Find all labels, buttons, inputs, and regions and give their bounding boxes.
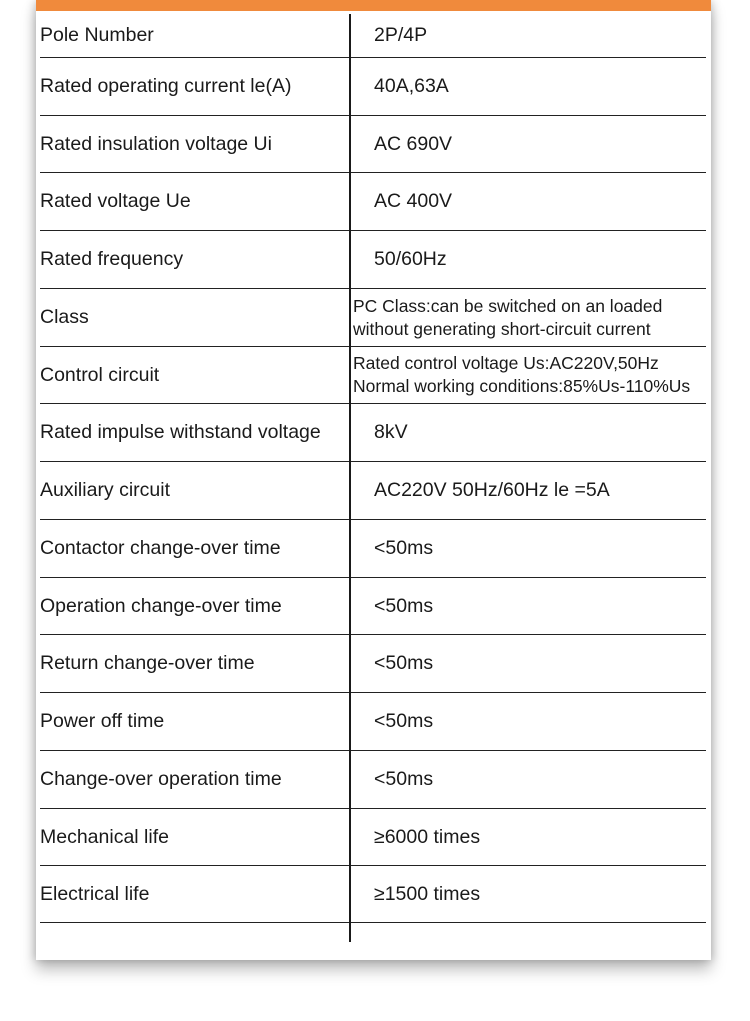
row-label: Change-over operation time	[40, 768, 282, 790]
row-value: <50ms	[374, 537, 434, 559]
row-value: AC 400V	[374, 190, 453, 212]
table-row	[40, 866, 706, 923]
row-value-line: Normal working conditions:85%Us-110%Us	[353, 376, 691, 396]
table-row	[40, 693, 706, 751]
row-value: <50ms	[374, 652, 434, 674]
row-label: Rated insulation voltage Ui	[40, 132, 272, 155]
row-label: Rated operating current le(A)	[40, 75, 292, 97]
row-value: <50ms	[374, 594, 434, 617]
table-row	[40, 116, 706, 173]
spec-table	[40, 0, 706, 944]
row-value: 8kV	[374, 421, 408, 443]
table-row	[40, 173, 706, 231]
table-row	[40, 578, 706, 635]
row-label: Operation change-over time	[40, 594, 282, 617]
row-label: Mechanical life	[40, 825, 169, 848]
row-label: Auxiliary circuit	[40, 479, 171, 501]
row-value	[353, 289, 685, 346]
table-row	[40, 462, 706, 520]
table-row	[40, 520, 706, 578]
row-value-line: Rated control voltage Us:AC220V,50Hz	[353, 353, 659, 373]
table-row	[40, 14, 706, 58]
row-value: 2P/4P	[374, 24, 428, 46]
table-row	[40, 58, 706, 116]
row-value-line: without generating short-circuit current	[353, 318, 651, 339]
table-row	[40, 404, 706, 462]
table-row	[40, 231, 706, 289]
table-row	[40, 635, 706, 693]
row-label: Contactor change-over time	[40, 537, 281, 559]
row-value: AC 690V	[374, 132, 453, 155]
row-value: <50ms	[374, 768, 434, 790]
row-label: Class	[40, 306, 89, 328]
row-value-line: PC Class:can be switched on an loaded	[353, 295, 663, 316]
spec-card	[36, 0, 711, 960]
row-label: Power off time	[40, 710, 165, 732]
column-divider	[349, 14, 351, 942]
row-value	[353, 347, 691, 403]
row-label: Electrical life	[40, 882, 150, 905]
row-value: ≥1500 times	[374, 882, 481, 905]
row-label: Pole Number	[40, 24, 154, 46]
table-row	[40, 751, 706, 809]
row-label: Rated voltage Ue	[40, 190, 191, 212]
row-value: AC220V 50Hz/60Hz le =5A	[374, 479, 610, 501]
row-value: 40A,63A	[374, 75, 449, 97]
row-value: ≥6000 times	[374, 825, 481, 848]
table-row	[40, 809, 706, 866]
table-row	[40, 289, 706, 347]
row-value: <50ms	[374, 710, 434, 732]
row-label: Return change-over time	[40, 652, 255, 674]
table-row	[40, 347, 706, 404]
row-label: Control circuit	[40, 363, 160, 386]
row-label: Rated impulse withstand voltage	[40, 421, 321, 443]
row-value: 50/60Hz	[374, 248, 447, 270]
row-label: Rated frequency	[40, 248, 184, 270]
